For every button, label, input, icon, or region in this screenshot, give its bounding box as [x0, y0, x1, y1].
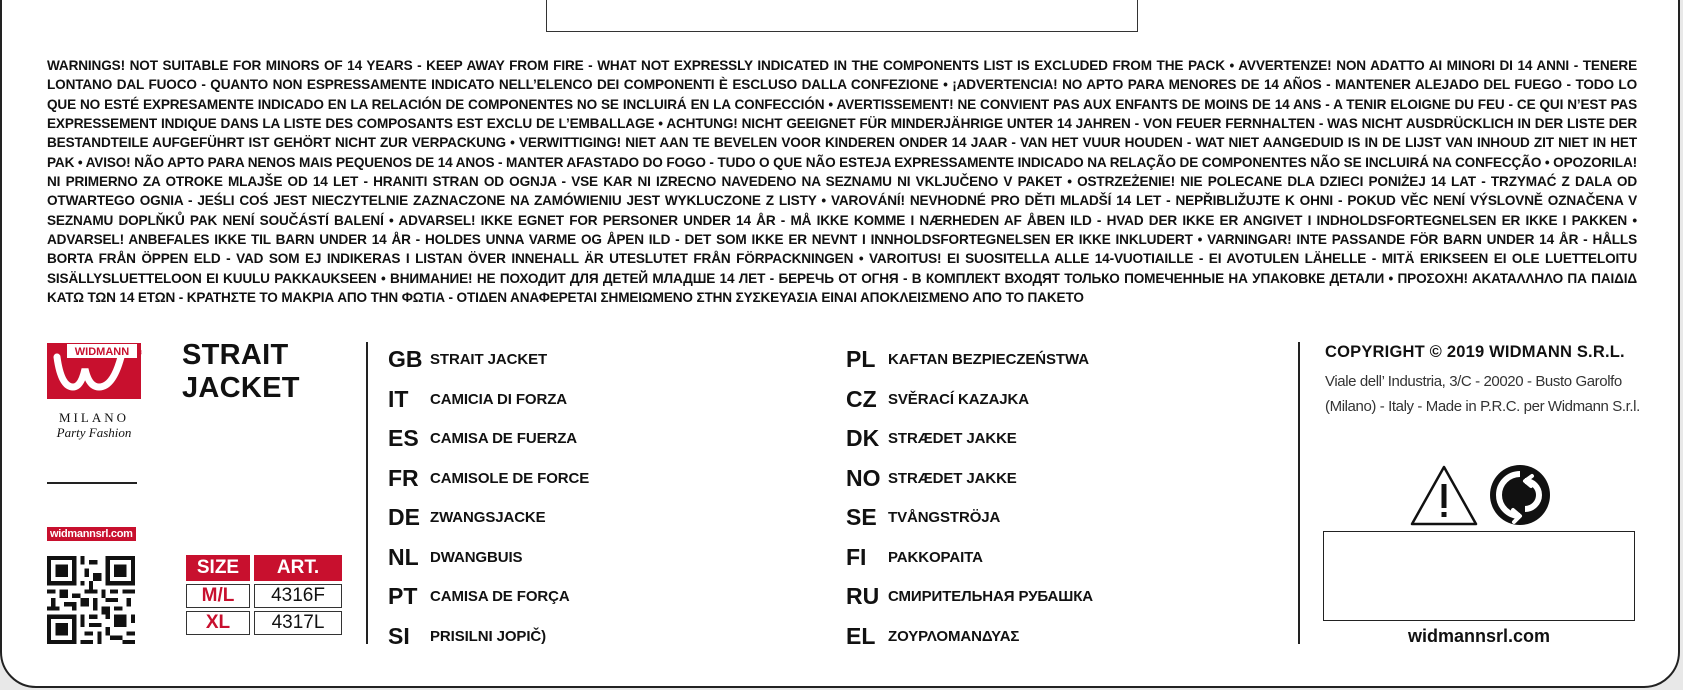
list-item — [846, 617, 1093, 657]
logo-text: WIDMANN — [74, 346, 130, 358]
lang-code: CZ — [846, 385, 877, 412]
lang-name: CAMISOLE DE FORCE — [430, 469, 590, 487]
lang-code: EL — [846, 622, 876, 649]
list-item — [846, 498, 1093, 538]
lang-code: SE — [846, 504, 877, 531]
list-item — [388, 340, 589, 380]
list-item — [846, 419, 1093, 459]
list-item — [388, 459, 589, 499]
list-item — [846, 380, 1093, 420]
lang-name: CAMICIA DI FORZA — [430, 390, 567, 408]
qr-code-icon — [47, 556, 135, 644]
lang-name: STRAIT JACKET — [430, 351, 548, 369]
lang-name: CAMISA DE FUERZA — [430, 430, 578, 448]
blank-label-box — [1323, 531, 1635, 621]
size-cell: M/L — [186, 584, 250, 608]
lang-code: ES — [388, 425, 419, 452]
lang-code: SI — [388, 622, 410, 649]
list-item — [846, 459, 1093, 499]
website-label: widmannsrl.com — [47, 527, 136, 541]
copyright-text: COPYRIGHT © 2019 WIDMANN S.R.L. — [1325, 343, 1625, 361]
column-divider — [1298, 342, 1300, 644]
lang-code: DE — [388, 504, 420, 531]
address-line-1: Viale dell’ Industria, 3/C - 20020 - Busto Garolfo — [1325, 373, 1622, 390]
size-header: SIZE — [186, 555, 250, 581]
lang-name: STRÆDET JAKKE — [888, 469, 1017, 487]
art-header: ART. — [254, 555, 342, 581]
lang-code: NL — [388, 543, 419, 570]
table-row — [186, 611, 342, 635]
lang-code: RU — [846, 583, 880, 610]
lang-code: NO — [846, 464, 881, 491]
brand-tagline: Party Fashion — [56, 425, 132, 440]
size-table — [182, 552, 346, 638]
website-text: widmannsrl.com — [1407, 626, 1551, 646]
lang-name: PAKKOPAITA — [888, 548, 983, 566]
size-cell: XL — [186, 611, 250, 635]
lang-code: DK — [846, 425, 880, 452]
lang-name: STRÆDET JAKKE — [888, 430, 1017, 448]
lang-name: DWANGBUIS — [430, 548, 523, 566]
lang-code: FI — [846, 543, 867, 570]
lang-code: FR — [388, 464, 419, 491]
list-item — [846, 538, 1093, 578]
brand-city: MILANO — [59, 410, 129, 425]
list-item — [388, 538, 589, 578]
lang-name: ZWANGSJACKE — [430, 509, 546, 527]
lang-name: ΖΟΥΡΛΟΜΑΝΔΥΑΣ — [888, 627, 1020, 645]
list-item — [388, 617, 589, 657]
lang-name: SVĚRACÍ KAZAJKA — [888, 390, 1030, 408]
list-item — [388, 419, 589, 459]
language-list-right — [846, 340, 1093, 656]
divider — [47, 482, 137, 484]
title-line-1: STRAIT — [182, 339, 289, 371]
company-address — [1325, 369, 1640, 419]
title-line-2: JACKET — [182, 372, 300, 404]
lang-code: IT — [388, 385, 409, 412]
warnings-text: WARNINGS! NOT SUITABLE FOR MINORS OF 14 YEARS - KEEP AWAY FROM FIRE - WHAT NOT EXPRESSLY INDICATED IN THE COMPONENTS LIST IS EXCLUDED FROM THE PACK • AVVERTENZE! NON ADATTO AI MINORI DI 14 ANNI - TENERE LONTANO DAL FUOCO - QUANTO NON ESPRESSAMENTE INDICATO NELL’ELENCO DEI COMPONENTI È ESCLUSO DALLA CONFEZIONE • ¡ADVERTENCIA! NO APTO PARA MENORES DE 14 AÑOS - MANTENER ALEJADO DEL FUEGO - TODO LO QUE NO ESTÉ EXPRESAMENTE INDICADO EN LA RELACIÓN DE COMPONENTES NO SE INCLUIRÁ EN LA CONFECCIÓN • AVERTISSEMENT! NE CONVIENT PAS AUX ENFANTS DE MOINS DE 14 ANS - A TENIR ELOIGNE DU FEU - CE QUI N’EST PAS EXPRESSEMENT INDIQUE DANS LA LISTE DES COMPOSANTS EST EXCLU DE L’EMBALLAGE • ACHTUNG! NICHT GEEIGNET FÜR MINDERJÄHRIGE UNTER 14 JAHREN - VON FEUER FERNHALTEN - WAS NICHT AUSDRÜCKLICH IN DER LISTE DER BESTANDTEILE AUFGEFÜHRT IST GEHÖRT NICHT ZUR VERPACKUNG • VERWITTIGING! NIET AAN TE BEVELEN VOOR KINDEREN ONDER 14 JAAR - VAN HET VUUR HOUDEN - WAT NIET AANGEDUID IS IN DE LIJST VAN INHOUD ZIT NIET IN HET PAK • AVISO! NÃO APTO PARA NENOS MAIS PEQUENOS DE 14 ANOS - MANTER AFASTADO DO FOGO - TUDO O QUE NÃO ESTEJA EXPRESSAMENTE INDICADO NA RELAÇÃO DE COMPONENTES NÃO SE INCLUIRÁ NA CONFECÇÃO • OPOZORILA! NI PRIMERNO ZA OTROKE MLAJŠE OD 14 LET - HRANITI STRAN OD OGNJA - VSE KAR NI IZRECNO NAVEDENO NA SEZNAMU NI VKLJUČENO V PAKET • OSTRZEŻENIE! NIE POLECANE DLA DZIECI PONIŻEJ 14 LAT - TRZYMAĆ Z DALA OD OTWARTEGO OGNIA - JEŚLI COŚ JEST NIECZYTELNIE ZAZNACZONE NA ZAMÓWIENIU JEST WYKLUCZONE Z LISTY • VAROVÁNÍ! NEVHODNÉ PRO DĚTI MLADŠÍ 14 LET - NEPŘIBLIŽUJTE K OHNI - POKUD VĚC NENÍ VÝSLOVNĚ OZNAČENA V SEZNAMU DOPLŇKŮ PAK NENÍ SOUČÁSTÍ BALENÍ • ADVARSEL! IKKE EGNET FOR PERSONER UNDER 14 ÅR - MÅ IKKE KOMME I NÆRHEDEN AF ÅBEN ILD - HVAD DER IKKE ER ANGIVET I INDHOLDSFORTEGNELSEN ER IKKE I PAKKEN • ADVARSEL! ANBEFALES IKKE TIL BARN UNDER 14 ÅR - HOLDES UNNA VARME OG ÅPEN ILD - DET SOM IKKE ER NEVNT I INNHOLDSFORTEGNELSEN ER IKKE INKLUDERT • VARNINGAR! INTE PASSANDE FÖR BARN UNDER 14 ÅR - HÅLLS BORTA FRÅN ÖPPEN ELD - VAD SOM EJ INDIKERAS I LISTAN ÖVER INNEHALL ÄR UTESLUTET FRÅN FÖRPACKNINGEN • VAROITUS! EI SUOSITELLA ALLE 14-VUOTIAILLE - EI AVOTULEN LÄHELLE - MITÄ ERIKSEEN EI OLE LUETTELOITU SISÄLLYSLUETTELOON EI KUULU PAKKAUKSEEN • ВНИМАНИЕ! НЕ ПОХОДИТ ДЛЯ ДЕТЕЙ МЛАДШЕ 14 ЛЕТ - БЕРЕЧЬ ОТ ОГНЯ - В КОМПЛЕКТ ВХОДЯТ ТОЛЬКО ПОМЕЧЕННЫЕ НА УПАКОВКЕ ДЕТАЛИ • ΠΡΟΣΟΧΗ! ΑΚΑΤΑΛΛΗΛΟ ΠΑ ΠΑΙΔΙΔ ΚΑΤΩ ΤΩΝ 14 ΕΤΩΝ - ΚΡΑΤΗΣΤΕ ΤΟ ΜΑΚΡΙΑ ΑΠΟ ΤΗΝ ΦΩΤΙΑ - ΟΤΙΔΕΝ ΑΝΑΦΕΡΕΤΑΙ ΣΗΜΕΙΩΜΕΝΟ ΣΤΗΝ ΣΥΣΚΕΥΑΣΙΑ ΕΙΝΑΙ ΑΠΟΚΛΕΙΣΜΕΝΟ ΑΠΟ ΤΟ ΠΑΚΕΤΟ — [47, 58, 1637, 306]
lang-name: TVÅNGSTRÖJA — [888, 509, 1001, 527]
lang-name: KAFTAN BEZPIECZEŃSTWA — [888, 351, 1089, 369]
table-row — [186, 584, 342, 608]
list-item — [388, 380, 589, 420]
list-item — [388, 577, 589, 617]
product-title — [182, 339, 300, 405]
lang-code: PT — [388, 583, 418, 610]
art-cell: 4316F — [254, 584, 342, 608]
lang-name: PRISILNI JOPIČ) — [430, 627, 547, 645]
top-blank-box — [546, 0, 1138, 32]
widmann-logo-icon — [47, 343, 141, 399]
language-list-left — [388, 340, 589, 656]
address-line-2: (Milano) - Italy - Made in P.R.C. per Widmann S.r.l. — [1325, 398, 1640, 415]
list-item — [846, 577, 1093, 617]
lang-code: PL — [846, 346, 876, 373]
registered-mark: ® — [137, 350, 143, 357]
green-dot-recycle-icon — [1489, 464, 1551, 526]
list-item — [846, 340, 1093, 380]
lang-code: GB — [388, 346, 423, 373]
art-cell: 4317L — [254, 611, 342, 635]
lang-name: CAMISA DE FORÇA — [430, 588, 570, 606]
warning-triangle-icon — [1409, 464, 1479, 527]
lang-name: СМИРИТЕЛЬНАЯ РУБАШКА — [888, 588, 1094, 606]
column-divider — [366, 342, 368, 644]
list-item — [388, 498, 589, 538]
